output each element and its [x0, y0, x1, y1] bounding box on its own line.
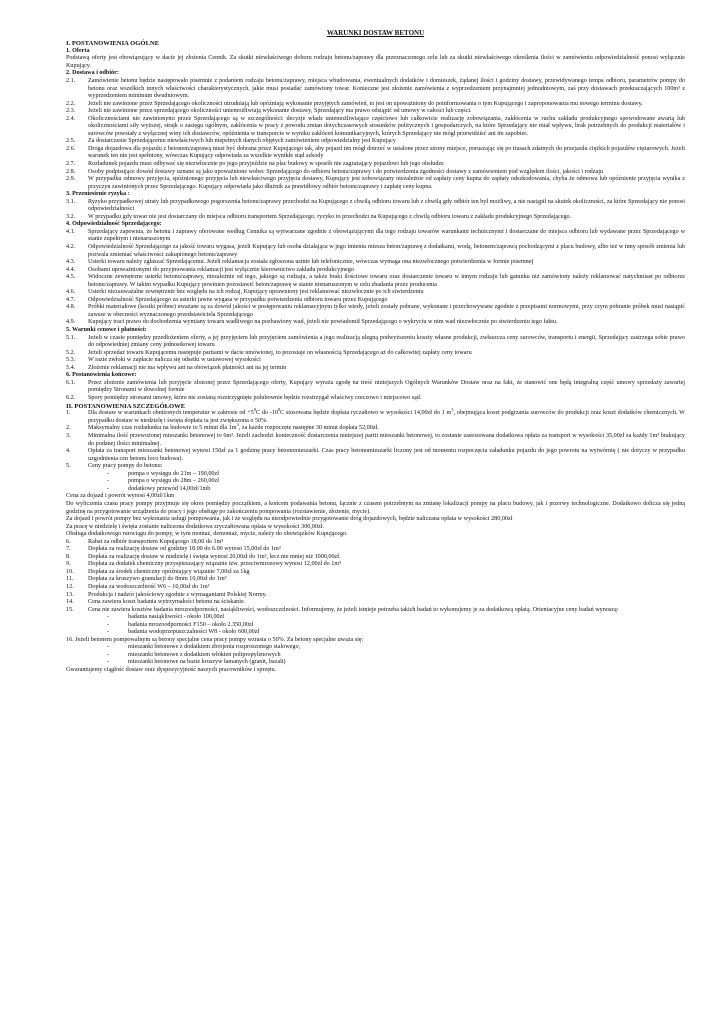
list-item	[66, 584, 685, 592]
bullet-dash: -	[106, 478, 110, 485]
test-price-list	[66, 614, 685, 637]
item-number: 2.6.	[66, 145, 76, 152]
item-text: Usterki towaru należy zgłaszać Sprzedającemu. Jeżeli reklamacja została zgłoszona ustnie lub telefonicznie, wówczas wymaga ona niezwłocznego potwierdzenia w formie pisemnej	[88, 259, 534, 266]
list-item	[66, 546, 685, 554]
list-item	[66, 607, 685, 615]
item-number: 14.	[66, 599, 74, 606]
sub-item-text: pompa o wysięgu do 21m – 190,00zł	[128, 470, 219, 477]
item-text: Dopłata za realizację dostaw od godziny 18.00 do 6.00 wynosi 15,00zł do 1m³	[88, 546, 281, 553]
item-text: Rabat za odbiór transportem Kupującego 18,00 do 1m³	[88, 538, 224, 545]
item-number: 2.9.	[66, 176, 76, 183]
item-number: 11.	[66, 576, 74, 583]
list-item	[66, 357, 685, 365]
list-item	[66, 229, 685, 244]
item-number: 13.	[66, 591, 74, 598]
item-number: 2.7.	[66, 161, 76, 167]
list-item	[66, 267, 685, 275]
bullet-dash: -	[106, 651, 110, 658]
list-item	[66, 599, 685, 607]
list-item	[66, 259, 685, 267]
item-number: 5.3.	[66, 357, 76, 364]
item-number: 2.4.	[66, 115, 76, 122]
list-item	[66, 176, 685, 191]
subsection-heading: 4. Odpowiedzialność Sprzedającego:	[66, 221, 162, 228]
item-text: Widoczne zewnętrzne usterki betonu/zaprawy, niezależnie od tego, jakiego są rodzaju, a także braki ilościowe towaru oraz dostarczenie towaru w innym rodzaju lub gatunku niż zamówiony należy reklamować natychmiast po odbiorze betonu/zaprawy. W takim wypadku Kupujący powinien pozostawić beton/zaprawę w stanie nienaruszonym w celu zbadania przez producenta	[88, 274, 685, 288]
item-number: 3.2.	[66, 213, 76, 220]
list-item	[66, 463, 685, 471]
item-number: 5.4.	[66, 364, 76, 371]
sub-list-item	[66, 659, 685, 667]
list-item	[66, 365, 685, 373]
footer-note: Gwarantujemy ciągłość dostaw oraz dyspozycyjność naszych pracowników i sprzętu.	[66, 666, 277, 673]
list	[66, 229, 685, 327]
list-item	[66, 169, 685, 177]
item-number: 6.1.	[66, 379, 76, 386]
item-number: 4.9.	[66, 319, 76, 326]
paragraph: Za pracę w niedzielę i święta zostanie naliczona dodatkowa zryczałtowana opłata w wysokości 300,00zł.	[66, 523, 324, 530]
list-item	[66, 199, 685, 214]
list-item	[66, 116, 685, 139]
item-number: 3.	[66, 433, 71, 440]
list-item	[66, 78, 685, 101]
item-text: Osoby podpisujące dowód dostawy uznane są jako upoważnione wobec Sprzedającego do odbioru betonu/zaprawy i do potwierdzenia zgodności dostawy z zamówieniem pod względem ilości, jakości i rodzaju	[88, 168, 603, 175]
item-text: Cena zawiera koszt badania wytrzymałości betonu na ściskanie.	[88, 599, 246, 606]
section-heading: II. POSTANOWIENIA SZCZEGÓŁOWE	[66, 402, 186, 410]
list-item	[66, 304, 685, 319]
subsection-heading: 1. Oferta	[66, 47, 90, 54]
item-text: Minimalna ilość przewożonej mieszanki betonowej to 6m³. Jeżeli zachodzi konieczność dostarczenia mniejszej partii mieszanki betonowej, to zostanie zastosowana dodatkowa opłata za transport w wysokości 35,00zł za każdy 1m³ brakujący do podanej ilości minimalnej.	[88, 433, 685, 447]
item-text: Odpowiedzialność Sprzedającego za jakość towaru wygasa, jeżeli Kupujący lub osoba działająca w jego imieniu miesza beton/zaprawę z dodatkami, wodą, betonem/zaprawą pochodzącymi z placu budowy, albo też w inny sposób zmienia lub pozwala zmieniać właściwości zakupionego betonu/zaprawy	[88, 244, 685, 258]
list	[66, 335, 685, 373]
list	[66, 539, 685, 614]
subsection-heading: 5. Warunki cenowe i płatności:	[66, 327, 147, 334]
item-number: 4.4.	[66, 266, 76, 273]
bullet-dash: -	[106, 614, 110, 621]
sub-item-text: badania wodoprzepuszczalności W8 - około 600,00zł	[128, 629, 260, 636]
sub-list-item	[66, 629, 685, 637]
item-text: Rozładunek pojazdu musi odbywać się niezwłocznie po jego przyjeździe na plac budowy w sposób nie zagrażający pojazdowi lub jego obsłudze	[88, 161, 444, 167]
list-item	[66, 561, 685, 569]
pump-price-list	[66, 471, 685, 494]
list-item	[66, 407, 685, 425]
list-item	[66, 592, 685, 600]
section-heading: I. POSTANOWIENIA OGÓLNE	[66, 40, 160, 47]
subsection-heading: 2. Dostawa i odbiór:	[66, 70, 119, 77]
list-item	[66, 108, 685, 116]
item-text: Jeżeli nie zawinione przez Sprzedającego okoliczności utrudniają lub opóźniają wykonanie przyjętych zamówień, to jest on upoważniony do poinformowania o tym Kupującego i zaproponowania mu nowego terminu dostawy.	[88, 100, 643, 107]
sub-list-item	[66, 644, 685, 652]
list-item	[66, 335, 685, 350]
paragraph: Obsługa dodatkowego rurociągu do pompy, w tym montaż, demontaż, mycie, należy do obowiązków Kupującego.	[66, 531, 348, 538]
subsection-heading: 6. Postanowienia końcowe:	[66, 372, 137, 379]
item-text: Dla dostaw w warunkach obniżonych temperatur w zakresie od $+5^0C$ do $-10^0C$ stosowana będzie dopłata ryczałtowo w wysokości 14,00zł do 1 $m^3$, obejmująca koszt podgrzania surowców do produkcji oraz koszt dodatków chemicznych. W przypadku dostaw w niedzielę i święta dopłata ta jest zwiększona o 50%.	[88, 407, 685, 424]
item-number: 5.2.	[66, 349, 76, 356]
item-text: Dopłata za dodatek chemiczny przyspieszający wiązanie tzw. przeciwmrozowy wynosi 12,00zł do 1m³	[88, 561, 341, 568]
item-number: 15.	[66, 606, 74, 613]
paragraph: Podstawą oferty jest obowiązujący w dacie jej złożenia Cennik. Za skutki niewłaściwego doboru rodzaju betonu/zaprawy dla przeznaczonego celu lub za skutki niewłaściwego określenia ilości w zamówieniu odpowiedzialność ponosi wyłącznie Kupujący.	[66, 55, 685, 69]
item-text: Opłata za transport mieszanki betonowej wynosi 150zł za 1 godzinę pracy betonomieszarki. Czas pracy betonomieszarki liczony jest od momentu rozpoczęcia załadunku pojazdu do jego powrotu na wytwórnię ( nie dotyczy w przypadku uzgodnienia cen betonu loco budowa).	[88, 448, 685, 462]
item-number: 4.8.	[66, 304, 76, 311]
sub-item-text: mieszanki betonowe z dodatkiem włókien polipropylenowych	[128, 651, 281, 658]
item-text: Produkcja i nadzór jakościowy zgodnie z wymaganiami Polskiej Normy.	[88, 591, 267, 598]
list-item	[66, 350, 685, 358]
list	[66, 380, 685, 403]
item-number: 2.1.	[66, 77, 76, 84]
sub-list-item	[66, 478, 685, 486]
item-text: Maksymalny czas rozładunku na budowie to 5 minut dla $1m^3$, za każde rozpoczęte następne 30 minut dopłata 52,00zł.	[88, 422, 379, 432]
list	[66, 199, 685, 222]
sub-list-item	[66, 622, 685, 630]
list-item	[66, 448, 685, 463]
list-item	[66, 146, 685, 161]
item-text: Ryzyko przypadkowej utraty lub przypadkowego pogorszenia betonu/zaprawy przechodzi na Kupującego z chwilą odbioru towaru lub z chwilą gdy odbiór ten był możliwy, a nie nastąpił na skutek okoliczności, za które Sprzedający nie ponosi odpowiedzialności	[88, 198, 685, 213]
paragraph: Cena za dojazd i powrót wynosi 4,00zł/1km	[66, 493, 175, 500]
item-text: Kupujący traci prawo do dochodzenia wymiany towaru wadliwego na pozbawiony wad, jeżeli nie powiadomił Sprzedającego o wykryciu w nim wad niezwłocznie po stwierdzeniu tego faktu.	[88, 319, 558, 326]
paragraph-group	[66, 493, 685, 538]
list-item	[66, 274, 685, 289]
paragraph: Za dojazd i powrót pompy bez wykonania usługi pompowania, jak i ze względu na nieodpowiednie przygotowanie dróg dojazdowych, będzie naliczana opłata w wysokości 280,00zł	[66, 516, 513, 523]
item-text: Usterki niezauważalne zewnętrznie bez względu na ich rodzaj, Kupujący uprawniony jest reklamować niezwłocznie po ich stwierdzeniu	[88, 289, 424, 296]
list-item	[66, 101, 685, 109]
item-text: Spory pomiędzy stronami umowy, które nie zostaną rozstrzygnięte polubownie będzie rozstrzygał właściwy rzeczowo i miejscowo sąd.	[88, 394, 422, 401]
list	[66, 78, 685, 191]
item-number: 4.7.	[66, 296, 76, 303]
sub-item-text: badania mrozoodporności F150 – około 2.350,00zł	[128, 621, 254, 628]
list-item	[66, 214, 685, 222]
item-number: 2.	[66, 425, 71, 432]
item-number: 10.	[66, 568, 74, 575]
list-item	[66, 289, 685, 297]
item-text: Dopłata za realizację dostaw w niedzielę i święta wynosi 20,00zł do 1m³, lecz nie mniej niż 1000,00zł.	[88, 553, 341, 560]
item-number: 4.6.	[66, 289, 76, 296]
item-number: 6.	[66, 538, 71, 545]
paragraph: Do wyliczenia czasu pracy pompy przyjmuje się okres pomiędzy początkiem, a końcem podawania betonu, łącznie z czasem potrzebnym na zmianę lokalizacji pompy na placu budowy, jak i przerwy technologiczne. Dodatkowo dolicza się jedną godzinę na przygotowanie urządzenia do pracy i jego obsługę po zakończeniu pompowania (rozstawienie, złożenie, mycie).	[66, 500, 685, 515]
item-number: 7.	[66, 546, 71, 553]
item-text: Jeżeli nie zawinione przez sprzedającego okoliczności uniemożliwiają wykonanie dostawy, Sprzedający ma prawo odstąpić od umowy w całości lub części.	[88, 108, 472, 115]
special-concrete-list	[66, 644, 685, 667]
item-number: 2.2.	[66, 100, 76, 107]
item-number: 4.	[66, 448, 71, 455]
item-text: Jeżeli w czasie pomiędzy przedłożeniem oferty, a jej przyjęciem lub przyjęciem zamówienia a jego realizacją ulegną podwyższeniu koszty własne produkcji, zwłaszcza ceny surowców, transportu i energii, Sprzedający zastrzega sobie prawo do odpowiedniej zmiany ceny jednostkowej towaru	[88, 334, 685, 349]
item-text: Odpowiedzialność Sprzedającego za usterki jawne wygasa w przypadku potwierdzenia odbioru towaru przez Kupującego	[88, 296, 388, 303]
subsection-heading: 3. Przeniesienie ryzyka :	[66, 191, 130, 198]
list-item	[66, 395, 685, 403]
list-item	[66, 433, 685, 448]
sub-item-text: pompa o wysięgu do 28m – 260,00zł	[128, 478, 219, 485]
item-text: Za dostarczenie Sprzedającemu niewłaściwych lub niepełnych danych objętych zamówieniem odpowiedzialny jest Kupujący	[88, 138, 396, 145]
item-number: 4.5.	[66, 274, 76, 281]
item-text: Złożenie reklamacji nie ma wpływu ani na obowiązek płatności ani na jej termin	[88, 364, 287, 371]
item-number: 2.8.	[66, 168, 76, 175]
item-number: 2.3.	[66, 108, 76, 115]
item-text: Droga dojazdowa dla pojazdu z betonem/zaprawą musi być dobrana przez Kupującego tak, aby pojazd ten mógł dotrzeć w ustalone przez strony miejsce, poruszając się po trasach zdatnych do przejazdu ciężkich pojazdów ciężarowych. Jeżeli warunek ten nie jest spełniony, wówczas Kupujący odpowiada za wszelkie wynikłe stąd szkody	[88, 145, 685, 160]
item-number: 9.	[66, 561, 71, 568]
item-text: Osobami upoważnionymi do przyjmowania reklamacji jest wyłącznie kierownictwo zakładu produkcyjnego	[88, 266, 354, 273]
item-number: 5.	[66, 463, 71, 470]
item-text: Ceny pracy pompy do betonu:	[88, 463, 163, 470]
bullet-dash: -	[106, 659, 110, 666]
bullet-dash: -	[106, 621, 110, 628]
item-text: Jeżeli sprzedaż towaru Kupującemu następuje partiami w dacie umówionej, to pozostaje on własnością Sprzedającego aż do całkowitej zapłaty ceny towaru	[88, 349, 472, 356]
item-number: 1.	[66, 410, 71, 417]
sub-item-text: badania nasiąkliwości - około 100,00zł	[128, 614, 225, 621]
item-number: 4.2.	[66, 244, 76, 251]
sub-list-item	[66, 486, 685, 494]
item-text: W przypadku gdy towar nie jest dostarczany do miejsca odbioru transportem Sprzedającego, ryzyko to przechodzi na Kupującego z chwilą odbioru towaru z zakładu produkcyjnego Sprzedającego.	[88, 213, 572, 220]
item-text: Dopłata za wodoszczelność W6 – 10,00zł do 1m³	[88, 583, 210, 590]
list-item	[66, 576, 685, 584]
item-text: Próbki materiałowe (kostki próbne) uważane są za dowód jakości w postępowaniu reklamacyjnym tylko wtedy, jeżeli zostały pobrane, wykonane i przechowywane zgodnie z przepisami normowymi, przy czym pobranie próbek musi nastąpić zawsze w obecności wyznaczonego przedstawiciela Sprzedającego	[88, 304, 685, 318]
item-text: W przypadku odmowy przyjęcia, spóźnionego przyjęcia lub niewłaściwego przyjęcia dostawy, Kupujący jest zobowiązany niezależnie od zapłaty ceny kupna do zapłaty odszkodowania, chyba że odmowa lub opóźnienie przyjęcia wynika z przyczyn zawinionych przez Sprzedającego. Kupujący odpowiada jako dłużnik za prawidłowy odbiór betonu/zaprawy i zapłatę ceny kupna.	[88, 176, 685, 190]
list-item	[66, 161, 685, 169]
list-item	[66, 138, 685, 146]
item-text: Cena nie zawiera kosztów badania mrozoodporności, nasiąkliwości, wodoszczelności. Informujemy, że jeżeli istnieje potrzeba takich badań to wykonujemy je za dodatkową opłatą. Orientacyjne ceny badań wynoszą:	[88, 606, 619, 613]
item-text: Sprzedający zapewnia, że betonu i zaprawy oferowane według Cennika są wytwarzane zgodnie z obowiązującymi dla tego rodzaju towarów warunkami technicznymi i dostarczane do miejsca odbioru lub wydawane przez Sprzedającego w stanie zupełnym i nienaruszonym	[88, 228, 685, 243]
sub-list-item	[66, 614, 685, 622]
paragraph: 16. Jeżeli betonem pompowalnym są betony specjalne cena pracy pompy wzrasta o 50%. Za betony specjalne uważa się:	[66, 636, 364, 643]
item-text: Dopłata za środek chemiczny opóźniający wiązanie 7,00zł za 1kg	[88, 568, 250, 575]
sub-item-text: mieszanki betonowe z dodatkiem zbrojenia rozproszonego stalowego,	[128, 644, 301, 651]
list-item	[66, 319, 685, 327]
item-number: 3.1.	[66, 198, 76, 205]
item-text: Dopłata za kruszywo granulacji do 8mm 10,00zł do 1m³	[88, 576, 227, 583]
item-text: Przez złożenie zamówienia lub przyjęcie złożonej przez Sprzedającego oferty, Kupujący wyraża zgodę na treść niniejszych Ogólnych Warunków Dostaw oraz na fakt, że stanowić one będą integralną część umowy sprzedaży zawartej pomiędzy Stronami w dowolnej formie	[88, 379, 685, 394]
item-text: Zamówienie betonu będzie następowało pisemnie z podaniem rodzaju betonu/zaprawy, miejsca wbudowania, ewentualnych dodatków i domieszek, żądanej ilości i godziny dostawy, przewidywanego tempa odbioru, parametrów pompy do betonu oraz wszelkich innych właściwości charakterystycznych, jakie musi posiadać zamówiony towar. Konieczne jest złożenie zamówienia z wyprzedzeniem przynajmniej jednodniowym, zaś przy dostawach przekraczających 100m³ z wyprzedzeniem minimum dwudniowym.	[88, 77, 685, 100]
item-text: W razie zwłoki w zapłacie nalicza się odsetki w ustawowej wysokości	[88, 357, 261, 364]
item-number: 2.5.	[66, 138, 76, 145]
sub-item-text: mieszanki betonowe na bazie kruszyw łamanych (granit, bazalt)	[128, 659, 286, 666]
list-item	[66, 380, 685, 395]
bullet-dash: -	[106, 470, 110, 477]
list-item	[66, 422, 685, 433]
bullet-dash: -	[106, 485, 110, 492]
item-number: 8.	[66, 553, 71, 560]
item-number: 12.	[66, 583, 74, 590]
list-item	[66, 244, 685, 259]
sub-list-item	[66, 471, 685, 479]
item-number: 4.3.	[66, 259, 76, 266]
sub-item-text: dodatkowy przewód 14,00zł/1mb	[128, 485, 211, 492]
document-title: WARUNKI DOSTAW BETONU	[326, 29, 425, 37]
bullet-dash: -	[106, 629, 110, 636]
bullet-dash: -	[106, 644, 110, 651]
item-text: Okolicznościami nie zawinionymi przez Sprzedającego są w szczególności: decyzje władz uniemożliwiające częściowo lub całkowicie realizację zobowiązania, zakłócenia w ruchu zakładu produkcyjnego spowodowane awarią lub okolicznościami siły wyższej, strajk o zasięgu ogólnym, zakłócenia w pracy z powodu zmian dotychczasowych stosunków politycznych i gospodarczych, na które Sprzedający nie miał wpływu, brak potrzebnych do produkcji materiałów i surowców powstały z wyłącznej winy ich dostawców, opóźnienia w transporcie w wyniku zakłóceń komunikacyjnych, których Sprzedający nie mógł przewidzieć ani im zapobiec.	[88, 115, 685, 137]
item-number: 5.1.	[66, 334, 76, 341]
item-number: 4.1.	[66, 228, 76, 235]
item-number: 6.2.	[66, 394, 76, 401]
